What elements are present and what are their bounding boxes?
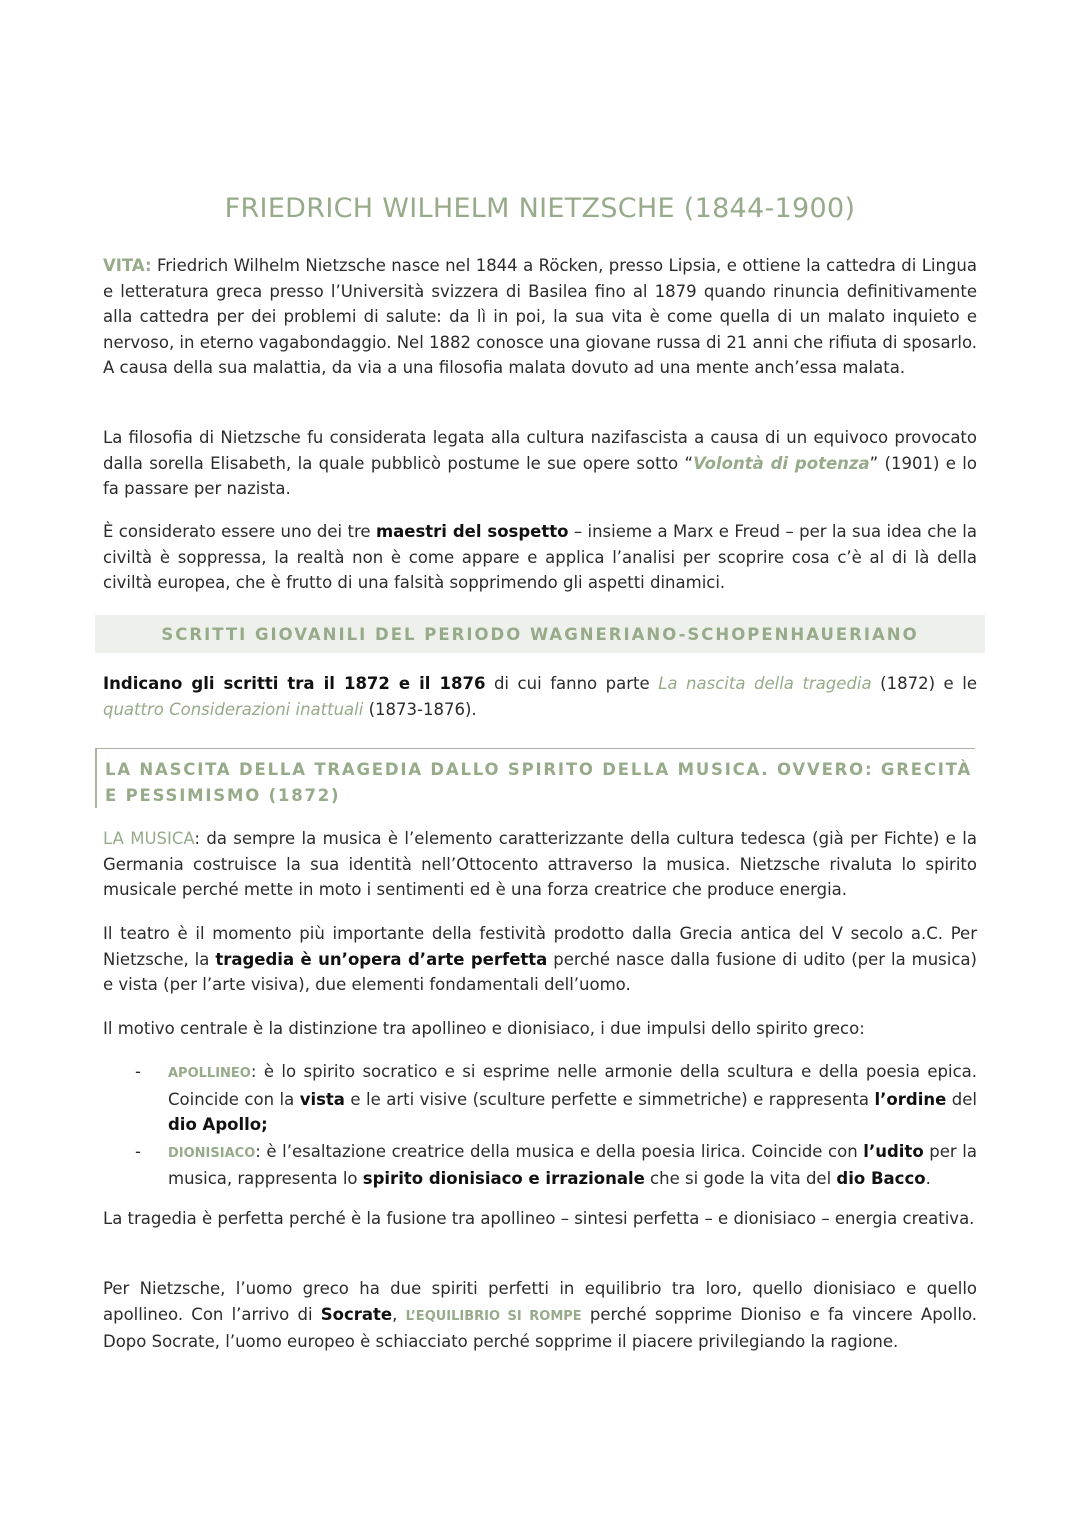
socrate-text: Per Nietzsche, l’uomo greco ha due spiriti perfetti in equilibrio tra loro, quello dionisiaco e quello apollineo. Con l’arrivo di — [103, 1279, 977, 1324]
scritti-text: di cui fanno parte — [485, 674, 659, 693]
scritti-bold: Indicano gli scritti tra il 1872 e il 1876 — [103, 674, 486, 693]
maestri-sospetto-bold: maestri del sospetto — [375, 522, 569, 541]
list-item-apollineo — [125, 1059, 977, 1138]
work-nascita-tragedia: La nascita della tragedia — [658, 674, 872, 693]
teatro-paragraph — [103, 921, 977, 998]
apollineo-text: : è lo spirito socratico e si esprime nelle armonie della scultura e della poesia epica. Coincide con la — [168, 1062, 977, 1109]
equilibrio-label: L’EQUILIBRIO SI ROMPE — [405, 1308, 582, 1324]
motivo-paragraph: Il motivo centrale è la distinzione tra apollineo e dionisiaco, i due impulsi dello spirito greco: — [103, 1019, 865, 1038]
musica-paragraph — [103, 826, 977, 903]
teatro-text: Il teatro è il momento più importante della festività prodotto dalla Grecia antica del V secolo a.C. Per Nietzsche, la — [103, 924, 977, 969]
sospetto-paragraph — [103, 519, 977, 596]
apollineo-text-3: del — [946, 1089, 977, 1109]
vita-paragraph — [103, 253, 977, 381]
dionisiaco-label: DIONISIACO — [168, 1145, 256, 1161]
list-item-dionisiaco — [125, 1139, 977, 1192]
dio-apollo-bold: dio Apollo; — [168, 1115, 268, 1134]
filosofia-text-end: ” (1901) e lo fa passare per nazista. — [103, 453, 977, 498]
vista-bold: vista — [299, 1089, 345, 1109]
dionisiaco-text-end: . — [925, 1169, 931, 1188]
sospetto-text: È considerato essere uno dei tre — [103, 522, 376, 541]
section-heading-scritti-giovanili: SCRITTI GIOVANILI DEL PERIODO WAGNERIANO-SCHOPENHAUERIANO — [95, 615, 985, 653]
dionisiaco-text-3: che si gode la vita del — [644, 1169, 837, 1188]
tragedia-perfetta-bold: tragedia è un’opera d’arte perfetta — [215, 949, 548, 969]
udito-bold: l’udito — [863, 1141, 924, 1161]
vita-text: Friedrich Wilhelm Nietzsche nasce nel 1844 a Röcken, presso Lipsia, e ottiene la cattedra di Lingua e letteratura greca presso l’Università svizzera di Basilea fino al 1879 quando rinuncia definitivamente alla cattedra per dei problemi di salute: da lì in poi, la sua vita è come quella di un malato inquieto e nervoso, in eterno vagabondaggio. Nel 1882 conosce una giovane russa di 21 anni che rifiuta di sposarlo. A causa della sua malattia, da via a una filosofia malata dovuto ad una mente anch’essa malata. — [103, 256, 977, 377]
impulses-list — [125, 1059, 977, 1193]
dionisiaco-text: : è l’esaltazione creatrice della musica e della poesia lirica. Coincide con — [255, 1141, 864, 1161]
filosofia-text: La filosofia di Nietzsche fu considerata legata alla cultura nazifascista a causa di un equivoco provocato dalla sorella Elisabeth, la quale pubblicò postume le sue opere sotto “ — [103, 428, 977, 473]
socrate-paragraph — [103, 1276, 977, 1355]
work-considerazioni-inattuali: quattro Considerazioni inattuali — [103, 699, 364, 719]
subsection-heading-nascita-tragedia: LA NASCITA DELLA TRAGEDIA DALLO SPIRITO DELLA MUSICA. OVVERO: GRECITÀ E PESSIMISMO (1872) — [95, 748, 975, 808]
socrate-text-end: perché sopprime Dioniso e fa vincere Apollo. Dopo Socrate, l’uomo europeo è schiacciato perché sopprime il piacere privilegiando la ragione. — [103, 1304, 977, 1351]
apollineo-label: APOLLINEO — [168, 1066, 251, 1081]
tragedia-paragraph: La tragedia è perfetta perché è la fusione tra apollineo – sintesi perfetta – e dionisiaco – energia creativa. — [103, 1209, 975, 1228]
dionisiaco-text-2: per la musica, rappresenta lo — [168, 1141, 977, 1188]
scritti-text-mid: (1872) e le — [871, 674, 977, 693]
ordine-bold: l’ordine — [874, 1089, 947, 1109]
apollineo-text-2: e le arti visive (sculture perfette e simmetriche) e rappresenta — [344, 1089, 875, 1109]
dio-bacco-bold: dio Bacco — [836, 1169, 926, 1188]
socrate-bold: Socrate — [320, 1304, 393, 1324]
scritti-text-end: (1873-1876). — [363, 699, 477, 719]
sospetto-text-end: – insieme a Marx e Freud – per la sua idea che la civiltà è soppressa, la realtà non è come appare e applica l’analisi per scoprire cosa c’è al di là della civiltà europea, che è frutto di una falsità sopprimendo gli aspetti dinamici. — [103, 522, 977, 592]
volonta-di-potenza-title: Volontà di potenza — [693, 453, 870, 473]
filosofia-paragraph — [103, 425, 977, 502]
bullet-dash: - — [135, 1141, 141, 1161]
page-title: FRIEDRICH WILHELM NIETZSCHE (1844-1900) — [224, 193, 856, 224]
scritti-paragraph — [103, 671, 977, 722]
spirito-dionisiaco-bold: spirito dionisiaco e irrazionale — [362, 1169, 645, 1188]
musica-label: LA MUSICA — [103, 829, 195, 848]
vita-label: VITA: — [103, 256, 152, 275]
socrate-sep: , — [392, 1304, 406, 1324]
musica-text: : da sempre la musica è l’elemento caratterizzante della cultura tedesca (già per Fichte) e la Germania costruisce la sua identità nell’Ottocento attraverso la musica. Nietzsche rivaluta lo spirito musicale perché mette in moto i sentimenti ed è una forza creatrice che produce energia. — [103, 829, 977, 899]
bullet-dash: - — [135, 1062, 141, 1081]
teatro-text-end: perché nasce dalla fusione di udito (per la musica) e vista (per l’arte visiva), due elementi fondamentali dell’uomo. — [103, 949, 977, 994]
